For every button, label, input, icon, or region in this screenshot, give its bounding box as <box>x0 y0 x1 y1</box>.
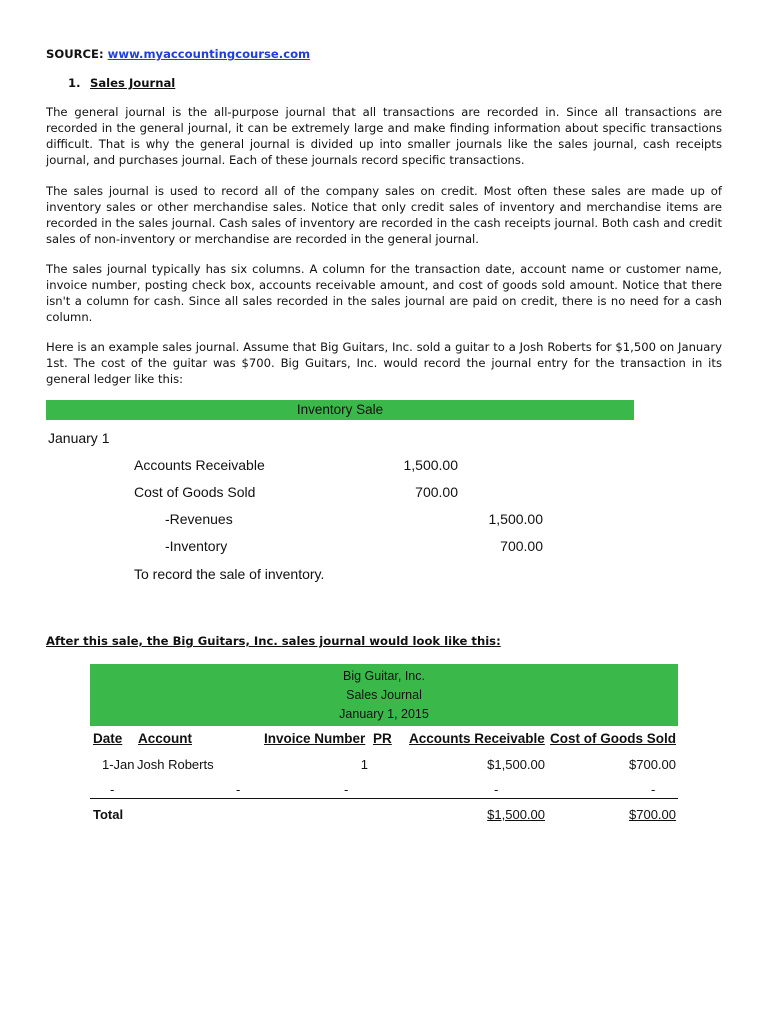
cell-cost-of-goods-sold: $700.00 <box>629 757 676 772</box>
column-header-date: Date <box>93 731 123 746</box>
entry-account: Accounts Receivable <box>134 457 265 473</box>
cell-accounts-receivable: - <box>494 782 499 797</box>
entry-memo: To record the sale of inventory. <box>134 566 325 582</box>
entry-date: January 1 <box>48 430 110 446</box>
section-title: Sales Journal <box>90 76 176 90</box>
cell-account: Josh Roberts <box>137 757 214 772</box>
paragraph-sales-journal: The sales journal is used to record all of the company sales on credit. Most often these sales are made up of inventory sales or other merchandise sales. Notice that only credit sales of inventory and merchandise items are recorded in the sales journal. Cash sales of inventory are recorded in the cash receipts journal. Both cash and credit sales of non-inventory or merchandise are recorded in the general journal. <box>46 184 722 246</box>
total-cost-of-goods-sold: $700.00 <box>629 807 676 822</box>
sales-journal-name: Sales Journal <box>346 688 422 702</box>
total-divider <box>90 798 678 799</box>
inventory-sale-header <box>46 400 634 420</box>
sales-journal-date: January 1, 2015 <box>339 707 429 721</box>
inventory-sale-title: Inventory Sale <box>296 402 384 417</box>
entry-account: Cost of Goods Sold <box>134 484 256 500</box>
sales-journal-header <box>90 664 678 726</box>
entry-credit: 1,500.00 <box>488 511 543 527</box>
cell-date: - <box>110 782 115 797</box>
section-heading <box>68 75 175 91</box>
cell-cost-of-goods-sold: - <box>651 782 656 797</box>
entry-debit: 700.00 <box>415 484 458 500</box>
after-sale-caption: After this sale, the Big Guitars, Inc. sales journal would look like this: <box>46 634 501 648</box>
source-label: SOURCE: <box>46 47 104 61</box>
total-label: Total <box>93 807 124 822</box>
source-link[interactable]: www.myaccountingcourse.com <box>107 47 311 61</box>
cell-invoice-number: 1 <box>360 757 368 772</box>
source-line <box>46 46 310 62</box>
entry-debit: 1,500.00 <box>403 457 458 473</box>
section-number: 1. <box>68 76 81 90</box>
column-header-accounts-receivable: Accounts Receivable <box>409 731 545 746</box>
cell-account: - <box>236 782 241 797</box>
cell-accounts-receivable: $1,500.00 <box>487 757 545 772</box>
column-header-cost-of-goods-sold: Cost of Goods Sold <box>550 731 676 746</box>
entry-account: -Inventory <box>165 538 228 554</box>
column-header-invoice-number: Invoice Number <box>264 731 366 746</box>
cell-invoice-number: - <box>344 782 349 797</box>
entry-credit: 700.00 <box>500 538 543 554</box>
paragraph-columns: The sales journal typically has six columns. A column for the transaction date, account name or customer name, invoice number, posting check box, accounts receivable amount, and cost of goods sold amount. Notice that there isn't a column for cash. Since all sales recorded in the sales journal are paid on credit, there is no need for a cash column. <box>46 262 722 324</box>
paragraph-general-journal: The general journal is the all-purpose journal that all transactions are recorded in. Since all transactions are recorded in the general journal, it can be extremely large and make finding information about specific transactions difficult. That is why the general journal is divided up into smaller journals like the sales journal, cash receipts journal, and purchases journal. Each of these journals record specific transactions. <box>46 105 722 167</box>
sales-journal-company: Big Guitar, Inc. <box>343 669 425 683</box>
column-header-pr: PR <box>373 731 392 746</box>
paragraph-example: Here is an example sales journal. Assume that Big Guitars, Inc. sold a guitar to a Josh Roberts for $1,500 on January 1st. The cost of the guitar was $700. Big Guitars, Inc. would record the journal entry for the transaction in its general ledger like this: <box>46 340 722 386</box>
entry-account: -Revenues <box>165 511 233 527</box>
cell-date: 1-Jan <box>102 757 135 772</box>
column-header-account: Account <box>138 731 192 746</box>
total-accounts-receivable: $1,500.00 <box>487 807 545 822</box>
